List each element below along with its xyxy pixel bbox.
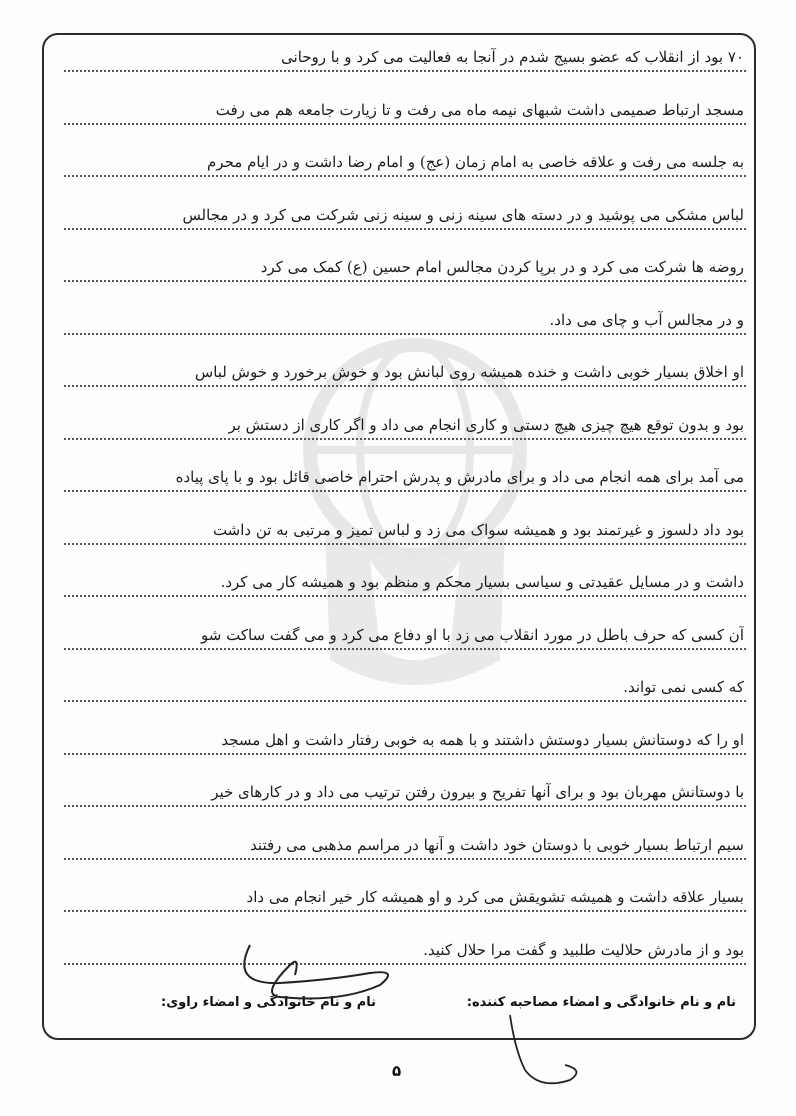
interviewer-signature [470, 1010, 590, 1090]
dotted-rule [64, 805, 746, 807]
handwritten-line: می آمد برای همه انجام می داد و برای مادرش و پدرش احترام خاصی قائل بود و با پای پیاده [175, 468, 744, 486]
handwritten-line: بسیار علاقه داشت و همیشه تشویقش می کرد و او همیشه کار خیر انجام می داد [246, 888, 744, 906]
page-number: ۵ [392, 1062, 402, 1080]
dotted-rule [64, 385, 746, 387]
dotted-rule [64, 753, 746, 755]
dotted-rule [64, 595, 746, 597]
handwritten-line: روضه ها شرکت می کرد و در برپا کردن مجالس امام حسین (ع) کمک می کرد [260, 258, 744, 276]
handwritten-line: مسجد ارتباط صمیمی داشت شبهای نیمه ماه می رفت و تا زیارت جامعه هم می رفت [215, 100, 744, 119]
dotted-rule [64, 490, 746, 492]
handwritten-line: آن کسی که حرف باطل در مورد انقلاب می زد با او دفاع می کرد و می گفت ساکت شو [201, 625, 744, 644]
dotted-rule [64, 70, 746, 72]
dotted-rule [64, 910, 746, 912]
dotted-rule [64, 228, 746, 230]
handwritten-line: داشت و در مسایل عقیدتی و سیاسی بسیار محکم و منظم بود و همیشه کار می کرد. [220, 573, 744, 591]
dotted-rule [64, 333, 746, 335]
handwritten-line: سیم ارتباط بسیار خوبی با دوستان خود داشت و آنها در مراسم مذهبی می رفتند [250, 835, 744, 854]
dotted-rule [64, 438, 746, 440]
handwritten-line: بود و از مادرش حلالیت طلبید و گفت مرا حلال کنید. [423, 940, 744, 959]
handwritten-line: بود و بدون توقع هیچ چیزی هیچ دستی و کاری انجام می داد و اگر کاری از دستش بر [228, 415, 744, 434]
handwritten-line: و در مجالس آب و چای می داد. [549, 310, 744, 329]
dotted-rule [64, 123, 746, 125]
interviewer-signature-label: نام و نام خانوادگی و امضاء مصاحبه کننده: [466, 995, 736, 1010]
handwritten-line: که کسی نمی تواند. [623, 678, 744, 696]
handwritten-line: لباس مشکی می پوشید و در دسته های سینه زنی و سینه زنی شرکت می کرد و در مجالس [182, 205, 744, 224]
handwritten-line: بود داد دلسوز و غیرتمند بود و همیشه سواک می زد و لباس تمیز و مرتبی به تن داشت [212, 520, 744, 539]
handwritten-line: او را که دوستانش بسیار دوستش داشتند و با همه به خوبی رفتار داشت و اهل مسجد [221, 730, 744, 749]
narrator-signature-label: نام و نام خانوادگی و امضاء راوی: [161, 995, 376, 1010]
dotted-rule [64, 543, 746, 545]
dotted-rule [64, 280, 746, 282]
handwritten-line: با دوستانش مهربان بود و برای آنها تفریح و بیرون رفتن ترتیب می داد و در کارهای خیر [211, 783, 744, 801]
handwritten-line: به جلسه می رفت و علاقه خاصی به امام زمان (عج) و امام رضا داشت و در ایام محرم [207, 153, 744, 171]
handwritten-line: ۷۰ بود از انقلاب که عضو بسیج شدم در آنجا به فعالیت می کرد و با روحانی [281, 48, 744, 66]
dotted-rule [64, 648, 746, 650]
dotted-rule [64, 700, 746, 702]
dotted-rule [64, 175, 746, 177]
dotted-rule [64, 858, 746, 860]
narrator-signature [220, 925, 410, 1005]
handwritten-line: او اخلاق بسیار خوبی داشت و خنده همیشه روی لبانش بود و خوش برخورد و خوش لباس [194, 363, 744, 381]
